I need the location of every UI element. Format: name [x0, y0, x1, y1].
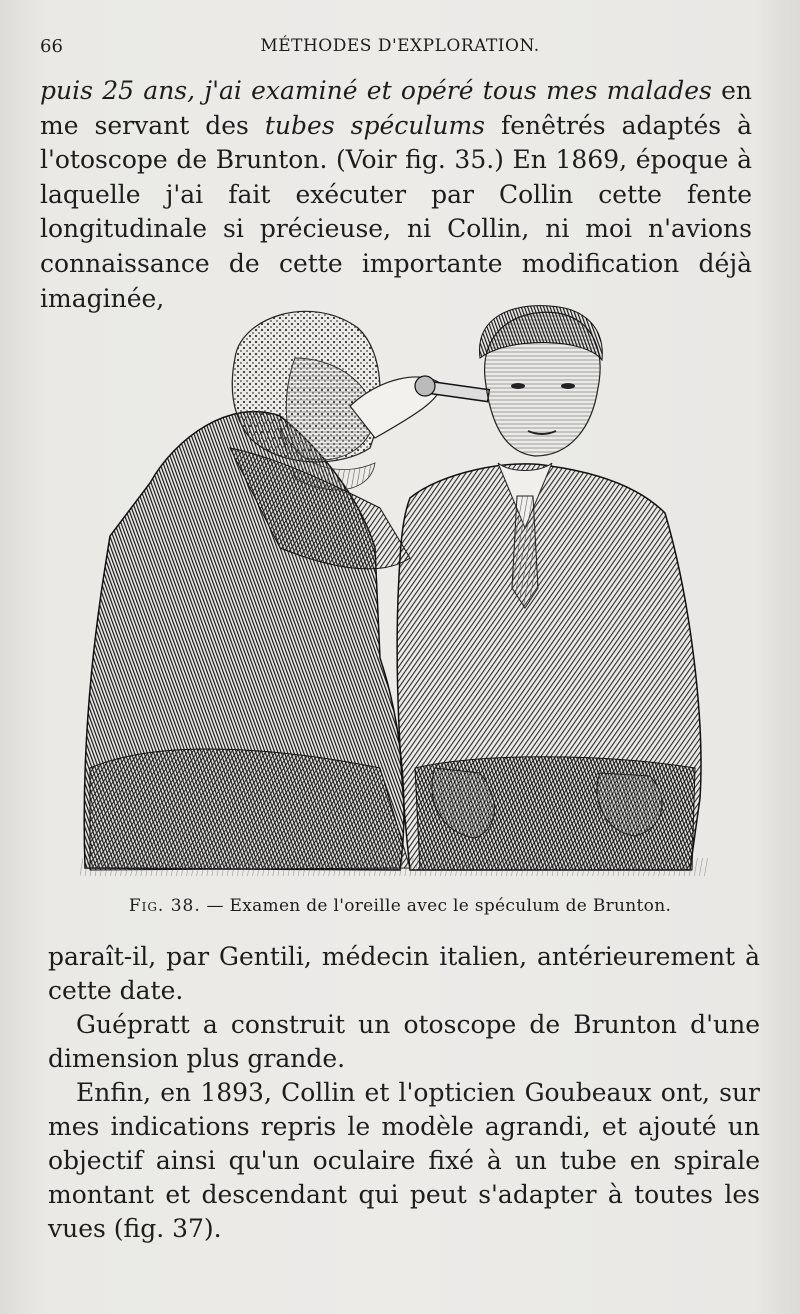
top-paragraph-text-2: fenêtrés adaptés à l'otoscope de Brunton. (Voir fig. 35.) En 1869, époque à laquelle j'ai fait exécuter par Collin cette fente longitudinale si précieuse, ni Collin, ni moi n'avions connaissance de cette importante modification déjà imaginée, [40, 110, 752, 313]
running-title: MÉTHODES D'EXPLORATION. [260, 36, 540, 56]
figure-caption-text: — Examen de l'oreille avec le spéculum de Brunton. [200, 896, 672, 916]
top-paragraph [40, 74, 752, 316]
engraving-illustration [80, 298, 708, 876]
figure-label: Fig. 38. [128, 896, 201, 916]
top-paragraph-italic-1: puis 25 ans, j'ai examiné et opéré tous mes malades [40, 76, 712, 105]
doctor-figure [84, 311, 440, 870]
page-number: 66 [40, 36, 63, 57]
paragraph-collin-goubeaux: Enfin, en 1893, Collin et l'opticien Goubeaux ont, sur mes indications repris le modèle agrandi, et ajouté un objectif ainsi qu'un oculaire fixé à un tube en spirale montant et descendant qui peut s'adapter à toutes les vues (fig. 37). [48, 1078, 760, 1243]
bottom-text [48, 940, 760, 1246]
top-paragraph-italic-2: tubes spéculums [264, 110, 486, 140]
paragraph-continuation: paraît-il, par Gentili, médecin italien, antérieurement à cette date. [48, 942, 760, 1005]
page-header [40, 36, 760, 60]
paragraph-gueprat: Guépratt a construit un otoscope de Brunton d'une dimension plus grande. [48, 1010, 760, 1073]
top-paragraph-text-1: en me servant des [40, 76, 752, 140]
figure-caption [0, 896, 800, 916]
